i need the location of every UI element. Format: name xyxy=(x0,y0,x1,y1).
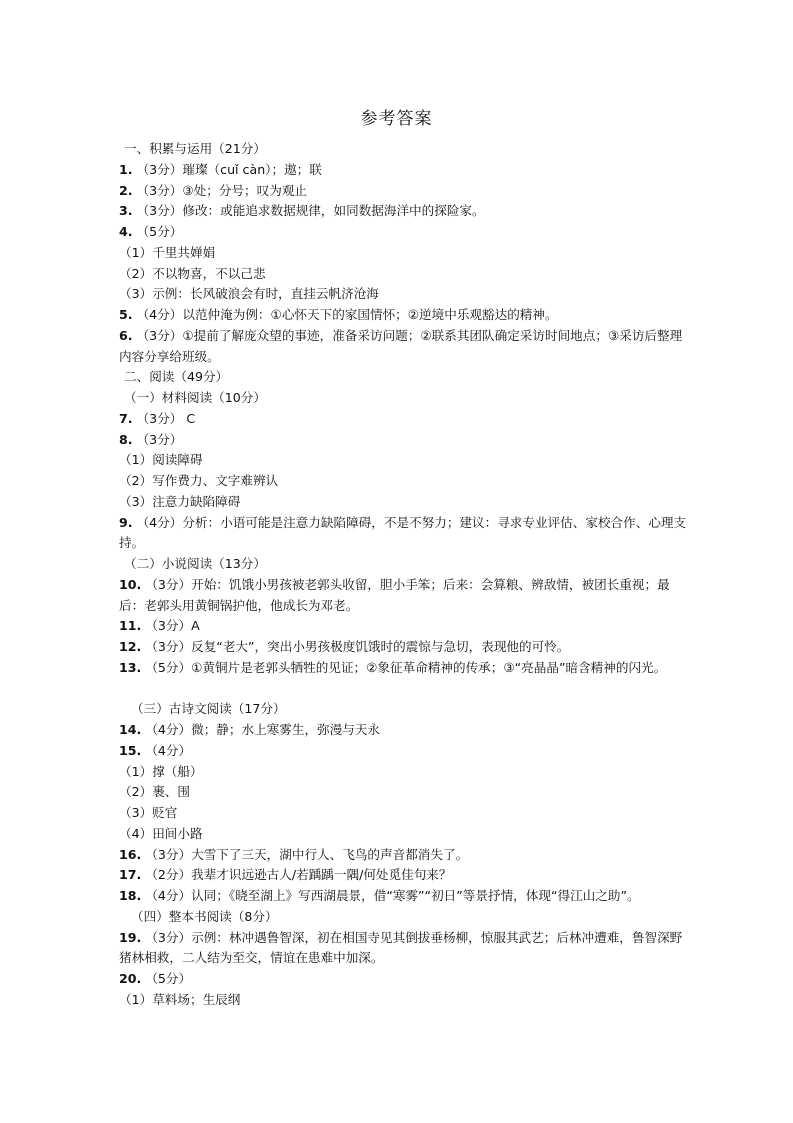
answer-item xyxy=(119,201,689,222)
answer-line xyxy=(119,367,689,388)
answer-text: （1）撑（船） xyxy=(119,763,203,779)
answer-text: （三）古诗文阅读（17分） xyxy=(131,701,286,717)
answer-text: （3分）反复“老大”，突出小男孩极度饥饿时的震惊与急切，表现他的可怜。 xyxy=(145,639,570,654)
answer-text: （3分）示例：林冲遇鲁智深，初在相国寺见其倒拔垂杨柳，惊服其武艺；后林冲遭难，鲁智深野猪林相救，二人结为至交，情谊在患难中加深。 xyxy=(119,929,683,966)
answer-text: （2）写作费力、文字难辨认 xyxy=(119,473,279,488)
answer-item xyxy=(119,637,689,658)
answer-line xyxy=(119,762,689,783)
answer-item xyxy=(119,409,689,430)
question-number: 16. xyxy=(119,846,142,862)
question-number: 9. xyxy=(119,514,133,530)
answer-line xyxy=(119,284,689,305)
answer-line xyxy=(119,388,689,409)
answer-line xyxy=(119,243,689,264)
answer-item xyxy=(119,305,689,326)
answer-item xyxy=(119,928,689,970)
answer-text: （5分） xyxy=(136,224,183,239)
answer-text: （3分）开始：饥饿小男孩被老郭头收留，胆小手笨；后来：会算粮、辨敌情，被团长重视；最后：老郭头用黄铜锅护他，他成长为邓老。 xyxy=(119,576,670,613)
question-number: 6. xyxy=(119,327,133,343)
answer-item xyxy=(119,616,689,637)
answer-text: （3分）③处；分号；叹为观止 xyxy=(136,182,308,198)
answer-item xyxy=(119,430,689,451)
answer-text: （3）贬官 xyxy=(119,805,178,820)
answer-line xyxy=(119,782,689,803)
question-number: 17. xyxy=(119,867,142,883)
answer-text: （二）小说阅读（13分） xyxy=(124,556,266,571)
question-number: 2. xyxy=(119,182,133,198)
question-number: 20. xyxy=(119,971,142,986)
question-number: 18. xyxy=(119,888,142,903)
answer-text: （4分）认同；《晓至湖上》写西湖晨景，借“寒雾”“初日”等景抒情，体现“得江山之助”。 xyxy=(145,888,640,903)
answer-item xyxy=(119,222,689,243)
answer-line xyxy=(119,554,689,575)
answer-line xyxy=(119,471,689,492)
answer-item xyxy=(119,575,689,617)
answer-text: （3）注意力缺陷障碍 xyxy=(119,493,241,509)
answer-text: （2）裹、围 xyxy=(119,784,190,800)
answer-item xyxy=(119,741,689,762)
answer-text: （2分）我辈才识远逊古人/若踽踽一隅/何处觅佳句来？ xyxy=(145,867,452,883)
question-number: 19. xyxy=(119,929,142,945)
answer-item xyxy=(119,969,689,990)
answer-text: （3分）大雪下了三天，湖中行人、飞鸟的声音都消失了。 xyxy=(145,846,469,862)
answer-text: （5分） xyxy=(145,971,192,986)
question-number: 5. xyxy=(119,307,133,322)
answer-item xyxy=(119,845,689,866)
answer-text: （1）千里共婵娟 xyxy=(119,244,216,260)
answer-text: （3）示例：长风破浪会有时，直挂云帆济沧海 xyxy=(119,286,379,302)
answer-line xyxy=(119,803,689,824)
question-number: 4. xyxy=(119,224,133,239)
answer-text: （3分）①提前了解庞众望的事迹，准备采访问题；②联系其团队确定采访时间地点；③采访后整理内容分享给班级。 xyxy=(119,327,683,364)
question-number: 15. xyxy=(119,742,142,758)
answer-line xyxy=(119,492,689,513)
answer-text: （3分） C xyxy=(136,410,196,426)
question-number: 3. xyxy=(119,203,133,219)
answer-item xyxy=(119,865,689,886)
answer-text: （3分） xyxy=(136,431,183,447)
question-number: 13. xyxy=(119,659,142,675)
answer-line xyxy=(119,139,689,160)
answer-item xyxy=(119,160,689,181)
answer-text: （3分）璀璨（cuǐ càn）；遨；联 xyxy=(136,161,322,177)
answer-text: （4）田间小路 xyxy=(119,825,203,841)
answer-line xyxy=(119,907,689,928)
question-number: 14. xyxy=(119,722,142,737)
page-title: 参考答案 xyxy=(360,109,433,129)
answer-line xyxy=(119,264,689,285)
answer-item xyxy=(119,886,689,907)
question-number: 8. xyxy=(119,431,133,447)
answer-list xyxy=(119,139,689,1011)
answer-item xyxy=(119,720,689,741)
question-number: 12. xyxy=(119,639,142,654)
answer-text: （3分）修改：或能追求数据规律，如同数据海洋中的探险家。 xyxy=(136,203,485,219)
answer-text: （4分）以范仲淹为例：①心怀天下的家国情怀；②逆境中乐观豁达的精神。 xyxy=(136,307,558,322)
question-number: 7. xyxy=(119,410,133,426)
answer-item xyxy=(119,513,689,555)
answer-text: 一、积累与运用（21分） xyxy=(124,141,266,156)
answer-item xyxy=(119,181,689,202)
answer-text: （1）草料场；生辰纲 xyxy=(119,991,241,1007)
answer-text: （3分）A xyxy=(145,618,200,634)
answer-line xyxy=(119,824,689,845)
answer-text: 二、阅读（49分） xyxy=(124,369,229,385)
answer-text: （1）阅读障碍 xyxy=(119,452,203,468)
question-number: 1. xyxy=(119,161,133,177)
question-number: 11. xyxy=(119,618,142,634)
answer-item xyxy=(119,326,689,368)
answer-text: （四）整本书阅读（8分） xyxy=(131,908,278,924)
question-number: 10. xyxy=(119,576,142,592)
answer-text: （5分）①黄铜片是老郭头牺牲的见证；②象征革命精神的传承；③“亮晶晶”暗含精神的闪光。 xyxy=(145,659,667,675)
answer-text: （4分）微；静；水上寒雾生，弥漫与天永 xyxy=(145,722,381,737)
answer-line xyxy=(119,450,689,471)
answer-line xyxy=(119,990,689,1011)
answer-line xyxy=(119,699,689,720)
answer-text: （4分）分析：小语可能是注意力缺陷障碍，不是不努力；建议：寻求专业评估、家校合作、心理支持。 xyxy=(119,514,687,551)
answer-item xyxy=(119,658,689,700)
answer-text: （2）不以物喜，不以己悲 xyxy=(119,265,266,281)
answer-text: （4分） xyxy=(145,742,192,758)
answer-text: （一）材料阅读（10分） xyxy=(124,390,266,405)
